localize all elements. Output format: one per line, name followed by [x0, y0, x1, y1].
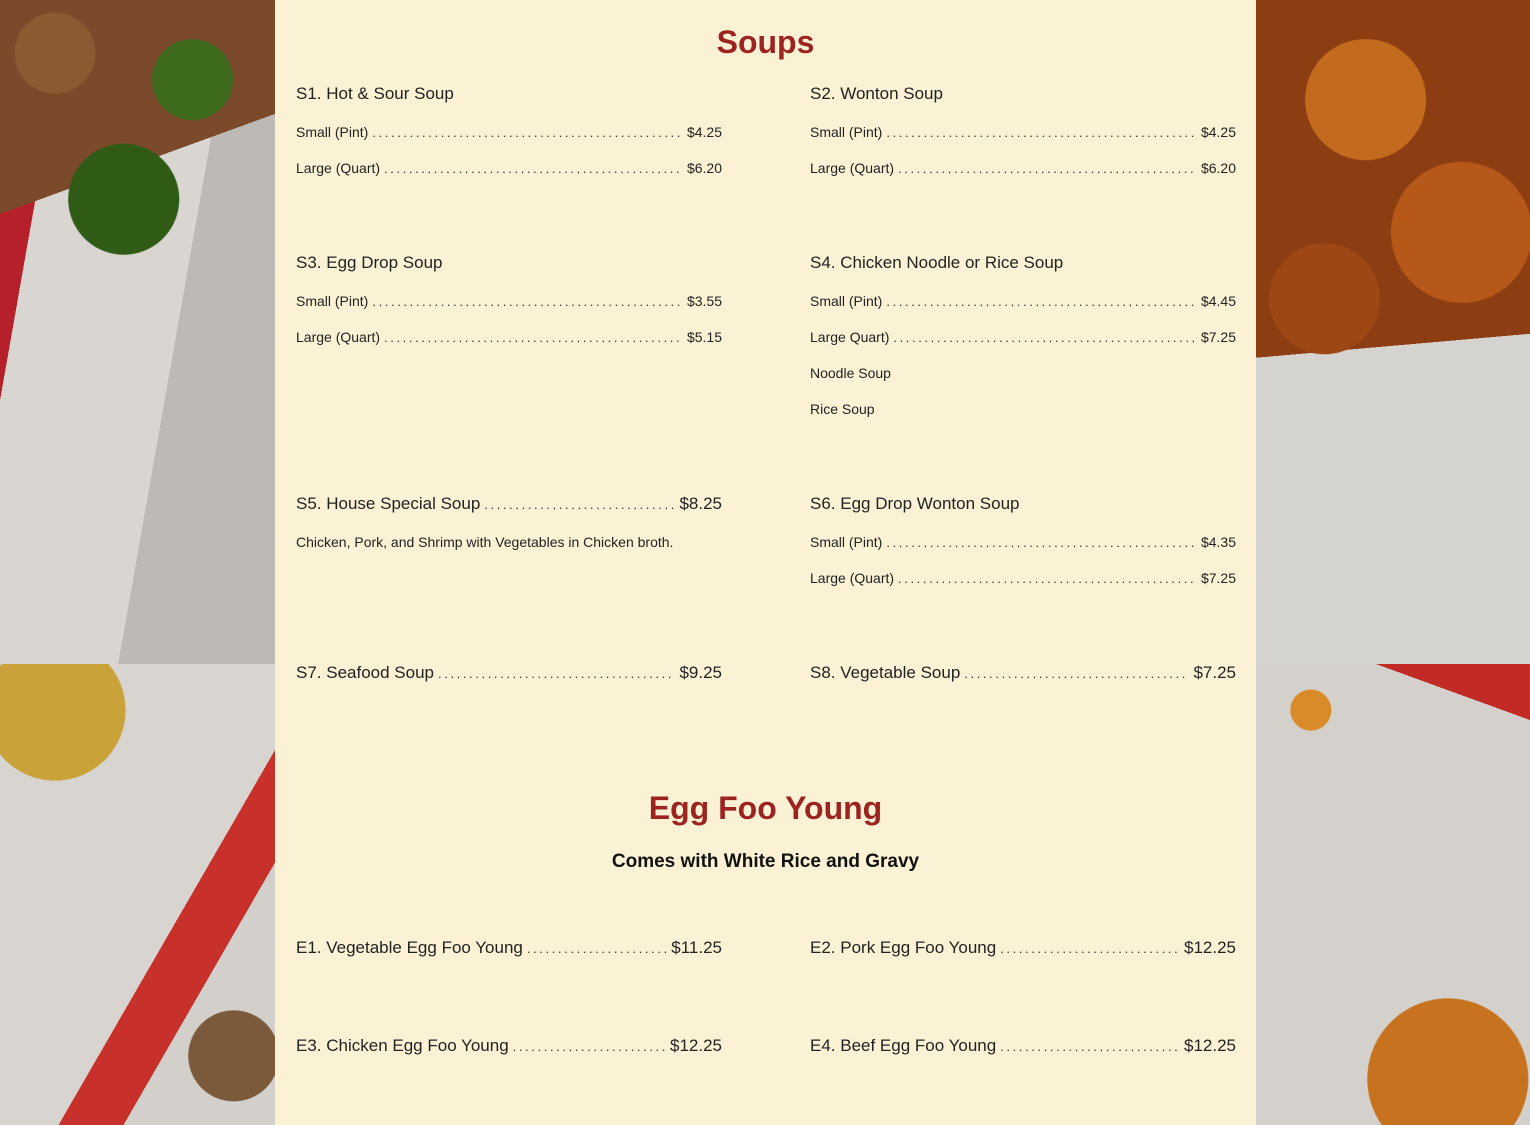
- dot-leader: [898, 569, 1197, 589]
- dot-leader: [438, 662, 675, 686]
- dot-leader: [484, 493, 675, 517]
- price-option: [810, 568, 1236, 588]
- item-name: E4. Beef Egg Foo Young: [810, 1036, 997, 1055]
- item-name: S4. Chicken Noodle or Rice Soup: [810, 253, 1064, 272]
- item-name: S5. House Special Soup: [296, 494, 481, 513]
- section-title-soups: Soups: [716, 24, 815, 60]
- dot-leader: [384, 159, 683, 179]
- dot-leader: [1000, 937, 1180, 961]
- option-label: Large (Quart): [810, 570, 895, 586]
- dot-leader: [898, 159, 1197, 179]
- menu-item-s2: [810, 82, 1236, 178]
- item-name: S3. Egg Drop Soup: [296, 253, 443, 272]
- menu-item-e2: [810, 936, 1236, 960]
- item-name: S1. Hot & Sour Soup: [296, 84, 454, 103]
- option-price: $7.25: [1200, 570, 1236, 586]
- food-photo-orange-chicken: [1256, 0, 1530, 664]
- item-price: $12.25: [1184, 938, 1236, 957]
- item-name-line: [810, 936, 1236, 960]
- section-title-egg-foo-young: Egg Foo Young: [648, 790, 883, 826]
- menu-item-e4: [810, 1034, 1236, 1058]
- item-name: S8. Vegetable Soup: [810, 663, 961, 682]
- menu-item-s1: [296, 82, 722, 178]
- section-subtitle: Comes with White Rice and Gravy: [611, 851, 920, 872]
- item-price: $12.25: [670, 1036, 722, 1055]
- price-option: [810, 122, 1236, 142]
- option-label: Large (Quart): [296, 160, 381, 176]
- item-name: E1. Vegetable Egg Foo Young: [296, 938, 523, 957]
- item-price: $11.25: [671, 938, 722, 957]
- item-price: $7.25: [1193, 663, 1236, 682]
- price-option: [810, 291, 1236, 311]
- item-name: E2. Pork Egg Foo Young: [810, 938, 997, 957]
- dot-leader: [886, 123, 1197, 143]
- food-photo-sesame-chicken: [1256, 664, 1530, 1125]
- menu-item-s4: [810, 251, 1236, 419]
- price-option: [296, 158, 722, 178]
- option-label: Small (Pint): [810, 534, 883, 550]
- option-price: $5.15: [686, 329, 722, 345]
- price-option: [296, 291, 722, 311]
- option-price: $6.20: [1200, 160, 1236, 176]
- item-name: E3. Chicken Egg Foo Young: [296, 1036, 509, 1055]
- option-price: $4.45: [1200, 293, 1236, 309]
- item-price: $12.25: [1184, 1036, 1236, 1055]
- menu-item-e3: [296, 1034, 722, 1058]
- dot-leader: [372, 123, 683, 143]
- menu-item-s3: [296, 251, 722, 347]
- menu-item-s5: [296, 492, 722, 552]
- option-price: $3.55: [686, 293, 722, 309]
- food-photo-broccoli-beef: [0, 0, 275, 664]
- dot-leader: [384, 328, 683, 348]
- option-label: Small (Pint): [810, 124, 883, 140]
- dot-leader: [893, 328, 1197, 348]
- price-option: [810, 158, 1236, 178]
- menu-item-e1: [296, 936, 722, 960]
- option-price: $4.25: [686, 124, 722, 140]
- item-name: S6. Egg Drop Wonton Soup: [810, 494, 1020, 513]
- item-price: $9.25: [679, 663, 722, 682]
- option-label: Large Quart): [810, 329, 890, 345]
- price-option: [296, 122, 722, 142]
- dot-leader: [372, 292, 683, 312]
- item-note: Noodle Soup: [810, 365, 891, 381]
- menu-item-s7: [296, 661, 722, 685]
- option-label: Small (Pint): [296, 124, 369, 140]
- item-name-line: [296, 1034, 722, 1058]
- item-name-line: [810, 661, 1236, 685]
- option-price: $4.25: [1200, 124, 1236, 140]
- option-price: $6.20: [686, 160, 722, 176]
- item-name: S7. Seafood Soup: [296, 663, 435, 682]
- dot-leader: [964, 662, 1189, 686]
- option-label: Small (Pint): [296, 293, 369, 309]
- menu-item-s8: [810, 661, 1236, 685]
- item-price: $8.25: [679, 494, 722, 513]
- option-label: Small (Pint): [810, 293, 883, 309]
- option-price: $7.25: [1200, 329, 1236, 345]
- option-label: Large (Quart): [810, 160, 895, 176]
- item-description: Chicken, Pork, and Shrimp with Vegetables in Chicken broth.: [296, 534, 674, 550]
- item-name: S2. Wonton Soup: [810, 84, 943, 103]
- item-name-line: [296, 492, 722, 516]
- dot-leader: [513, 1035, 666, 1059]
- item-name-line: [296, 936, 722, 960]
- option-price: $4.35: [1200, 534, 1236, 550]
- menu-item-s6: [810, 492, 1236, 588]
- item-name-line: [296, 661, 722, 685]
- dot-leader: [1000, 1035, 1180, 1059]
- dot-leader: [886, 533, 1197, 553]
- food-photo-lo-mein: [0, 664, 275, 1125]
- price-option: [296, 327, 722, 347]
- dot-leader: [527, 937, 667, 961]
- price-option: [810, 327, 1236, 347]
- option-label: Large (Quart): [296, 329, 381, 345]
- dot-leader: [886, 292, 1197, 312]
- item-name-line: [810, 1034, 1236, 1058]
- menu-panel: [275, 0, 1256, 1125]
- item-note: Rice Soup: [810, 401, 875, 417]
- price-option: [810, 532, 1236, 552]
